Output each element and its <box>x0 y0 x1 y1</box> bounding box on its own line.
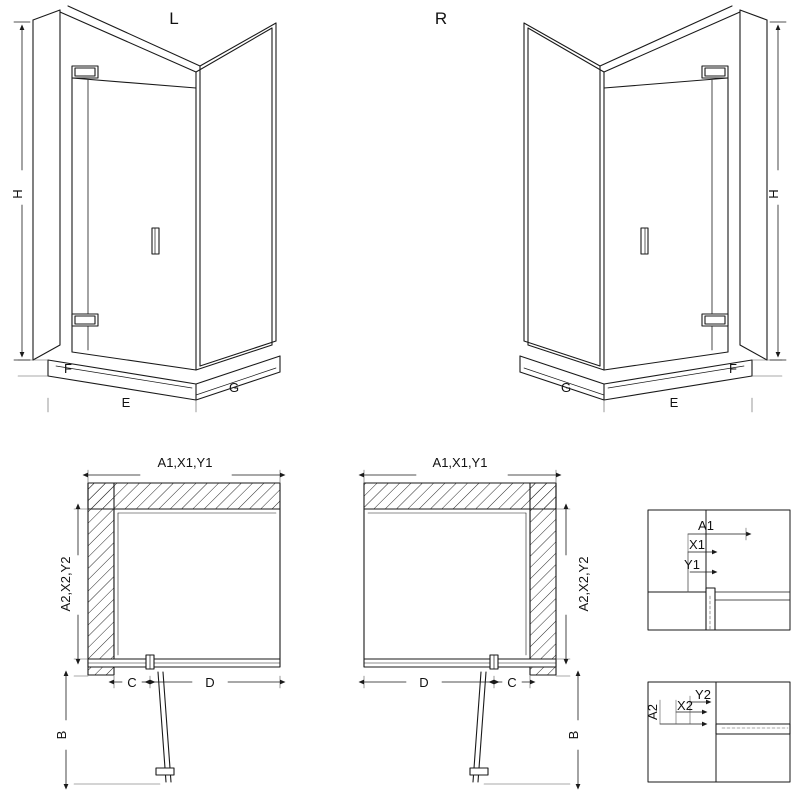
detail-bottom <box>648 682 790 782</box>
label-iso-right-height: H <box>766 189 781 199</box>
label-detail-top-y1: Y1 <box>684 557 700 572</box>
label-detail-top-a1: A1 <box>698 518 714 533</box>
label-plan-right-side-dim: A2,X2,Y2 <box>576 556 591 612</box>
label-iso-left-e: E <box>121 395 131 410</box>
label-view-left: L <box>169 9 179 28</box>
label-iso-left-height: H <box>10 189 25 199</box>
label-detail-bottom-a2: A2 <box>645 704 660 720</box>
detail-top <box>648 510 790 630</box>
plan-view-left <box>66 470 280 784</box>
iso-view-left <box>14 6 280 412</box>
iso-view-right <box>520 6 786 412</box>
label-plan-right-d: D <box>419 675 429 690</box>
label-iso-right-g: G <box>560 380 572 395</box>
label-iso-right-f: F <box>729 361 737 376</box>
label-plan-right-top-dim: A1,X1,Y1 <box>432 455 488 470</box>
label-detail-bottom-y2: Y2 <box>695 687 711 702</box>
label-plan-right-c: C <box>507 675 517 690</box>
label-iso-left-f: F <box>64 361 72 376</box>
label-detail-bottom-x2: X2 <box>677 698 693 713</box>
label-iso-right-e: E <box>669 395 679 410</box>
label-plan-left-c: C <box>127 675 137 690</box>
label-plan-left-d: D <box>205 675 215 690</box>
label-view-right: R <box>434 9 448 28</box>
plan-view-right <box>364 470 578 784</box>
label-plan-left-top-dim: A1,X1,Y1 <box>157 455 213 470</box>
label-iso-left-g: G <box>228 380 240 395</box>
label-plan-left-b: B <box>54 730 69 740</box>
label-plan-left-side-dim: A2,X2,Y2 <box>58 556 73 612</box>
label-detail-top-x1: X1 <box>689 537 705 552</box>
label-plan-right-b: B <box>566 730 581 740</box>
